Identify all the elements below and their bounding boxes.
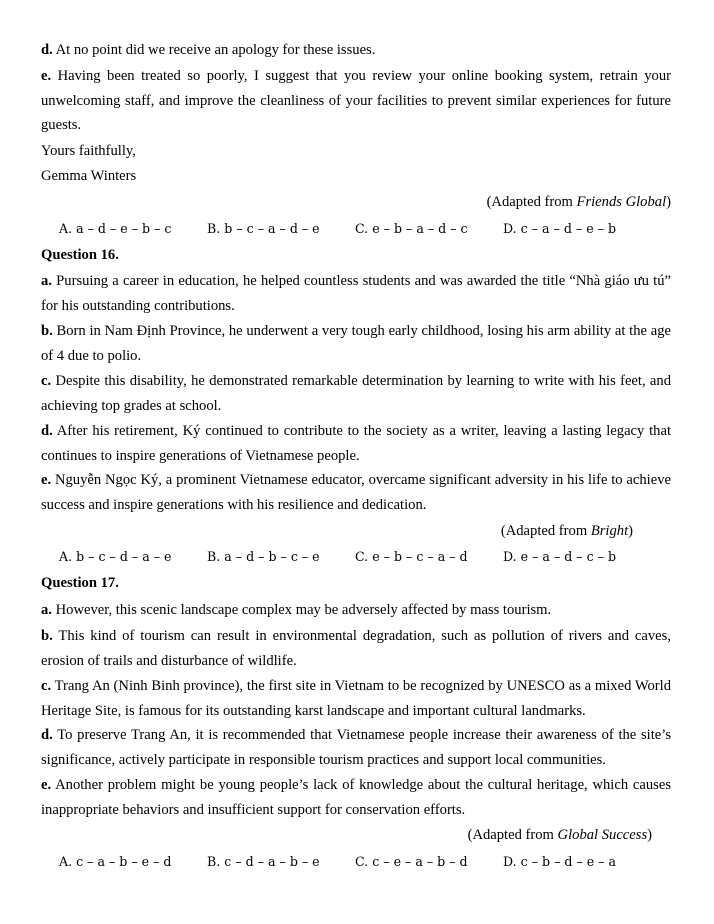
option-value: c – b – d – e – a <box>520 854 617 869</box>
source-title: Friends Global <box>576 194 667 210</box>
item-label: a. <box>41 273 52 289</box>
item-text: Born in Nam Định Province, he underwent a very tough early childhood, losing his arm ability at the age of 4 due to polio. <box>41 323 671 364</box>
option-value: b – c – a – d – e <box>224 221 320 236</box>
option-letter: C. <box>355 221 369 236</box>
option-b[interactable] <box>207 850 320 874</box>
item-text: Pursuing a career in education, he helped countless students and was awarded the title “Nhà giáo ưu tú” for his outstanding contributions. <box>41 273 671 314</box>
prev-item-d <box>41 38 671 63</box>
prev-item-e <box>41 64 671 138</box>
option-value: a – d – e – b – c <box>76 221 172 236</box>
item-label: d. <box>41 42 53 58</box>
option-b[interactable] <box>207 217 320 241</box>
q17-item-c <box>41 674 671 723</box>
q16-item-a <box>41 269 671 318</box>
option-value: e – a – d – c – b <box>520 549 617 564</box>
item-label: c. <box>41 678 52 694</box>
item-label: e. <box>41 777 52 793</box>
option-value: c – a – b – e – d <box>76 854 172 869</box>
source-suffix: ) <box>647 827 652 843</box>
item-label: e. <box>41 472 52 488</box>
option-letter: D. <box>503 854 517 869</box>
option-b[interactable] <box>207 545 320 569</box>
item-text: After his retirement, Ký continued to contribute to the society as a writer, leaving a lasting legacy that continues to inspire generations of Vietnamese people. <box>41 423 671 464</box>
item-text: This kind of tourism can result in environmental degradation, such as pollution of rivers and caves, erosion of trails and disturbance of wildlife. <box>41 628 671 669</box>
option-d[interactable] <box>503 850 616 874</box>
q17-item-b <box>41 624 671 673</box>
option-value: b – c – d – a – e <box>76 549 172 564</box>
option-d[interactable] <box>503 545 616 569</box>
source-suffix: ) <box>666 194 671 210</box>
option-letter: A. <box>59 221 73 236</box>
source-title: Global Success <box>557 827 648 843</box>
option-c[interactable] <box>355 217 468 241</box>
option-value: e – b – a – d – c <box>372 221 468 236</box>
item-text: Despite this disability, he demonstrated remarkable determination by learning to write with his feet, and achieving top grades at school. <box>41 373 671 414</box>
option-letter: C. <box>355 549 369 564</box>
letter-closing: Yours faithfully, <box>41 143 136 159</box>
item-text: However, this scenic landscape complex may be adversely affected by mass tourism. <box>51 602 552 618</box>
item-text: At no point did we receive an apology for these issues. <box>52 42 376 58</box>
source-citation <box>487 190 671 214</box>
question-16-title: Question 16. <box>41 247 119 263</box>
source-prefix: (Adapted from <box>500 523 591 539</box>
option-a[interactable] <box>59 217 171 241</box>
item-text: Another problem might be young people’s lack of knowledge about the cultural heritage, which causes inappropriate behaviors and insufficient support for conservation efforts. <box>41 777 671 818</box>
question-17-title: Question 17. <box>41 575 119 591</box>
option-letter: C. <box>355 854 369 869</box>
option-letter: B. <box>207 549 221 564</box>
option-letter: B. <box>207 854 221 869</box>
item-label: d. <box>41 423 53 439</box>
option-d[interactable] <box>503 217 616 241</box>
item-text: To preserve Trang An, it is recommended that Vietnamese people increase their awareness of the site’s significance, actively participate in responsible tourism practices and support local communities. <box>41 727 671 768</box>
option-value: c – d – a – b – e <box>224 854 320 869</box>
option-letter: D. <box>503 221 517 236</box>
source-prefix: (Adapted from <box>467 827 558 843</box>
option-a[interactable] <box>59 545 171 569</box>
letter-signature: Gemma Winters <box>41 168 137 184</box>
q17-item-e <box>41 773 671 822</box>
item-text: Having been treated so poorly, I suggest that you review your online booking system, retrain your unwelcoming staff, and improve the cleanliness of your facilities to prevent similar experiences for future guests. <box>41 68 671 133</box>
item-text: Nguyễn Ngọc Ký, a prominent Vietnamese educator, overcame significant adversity in his life to achieve success and inspire generations with his resilience and dedication. <box>41 472 671 513</box>
option-letter: D. <box>503 549 517 564</box>
q17-item-a <box>41 598 671 623</box>
option-c[interactable] <box>355 545 468 569</box>
source-prefix: (Adapted from <box>486 194 577 210</box>
item-label: a. <box>41 602 52 618</box>
option-value: c – e – a – b – d <box>372 854 468 869</box>
option-value: e – b – c – a – d <box>372 549 468 564</box>
option-c[interactable] <box>355 850 468 874</box>
item-label: e. <box>41 68 52 84</box>
option-letter: A. <box>59 854 73 869</box>
item-label: d. <box>41 727 53 743</box>
item-label: c. <box>41 373 52 389</box>
option-letter: B. <box>207 221 221 236</box>
item-label: b. <box>41 628 53 644</box>
q16-item-e <box>41 468 671 517</box>
option-value: a – d – b – c – e <box>224 549 320 564</box>
q16-item-c <box>41 369 671 418</box>
q16-item-d <box>41 419 671 468</box>
q16-item-b <box>41 319 671 368</box>
option-value: c – a – d – e – b <box>520 221 617 236</box>
source-citation <box>501 519 633 543</box>
item-label: b. <box>41 323 53 339</box>
option-a[interactable] <box>59 850 171 874</box>
item-text: Trang An (Ninh Binh province), the first site in Vietnam to be recognized by UNESCO as a mixed World Heritage Site, is famous for its outstanding karst landscape and important cultural landmarks. <box>41 678 671 719</box>
source-suffix: ) <box>628 523 633 539</box>
source-title: Bright <box>590 523 629 539</box>
source-citation <box>468 823 652 847</box>
option-letter: A. <box>59 549 73 564</box>
q17-item-d <box>41 723 671 772</box>
